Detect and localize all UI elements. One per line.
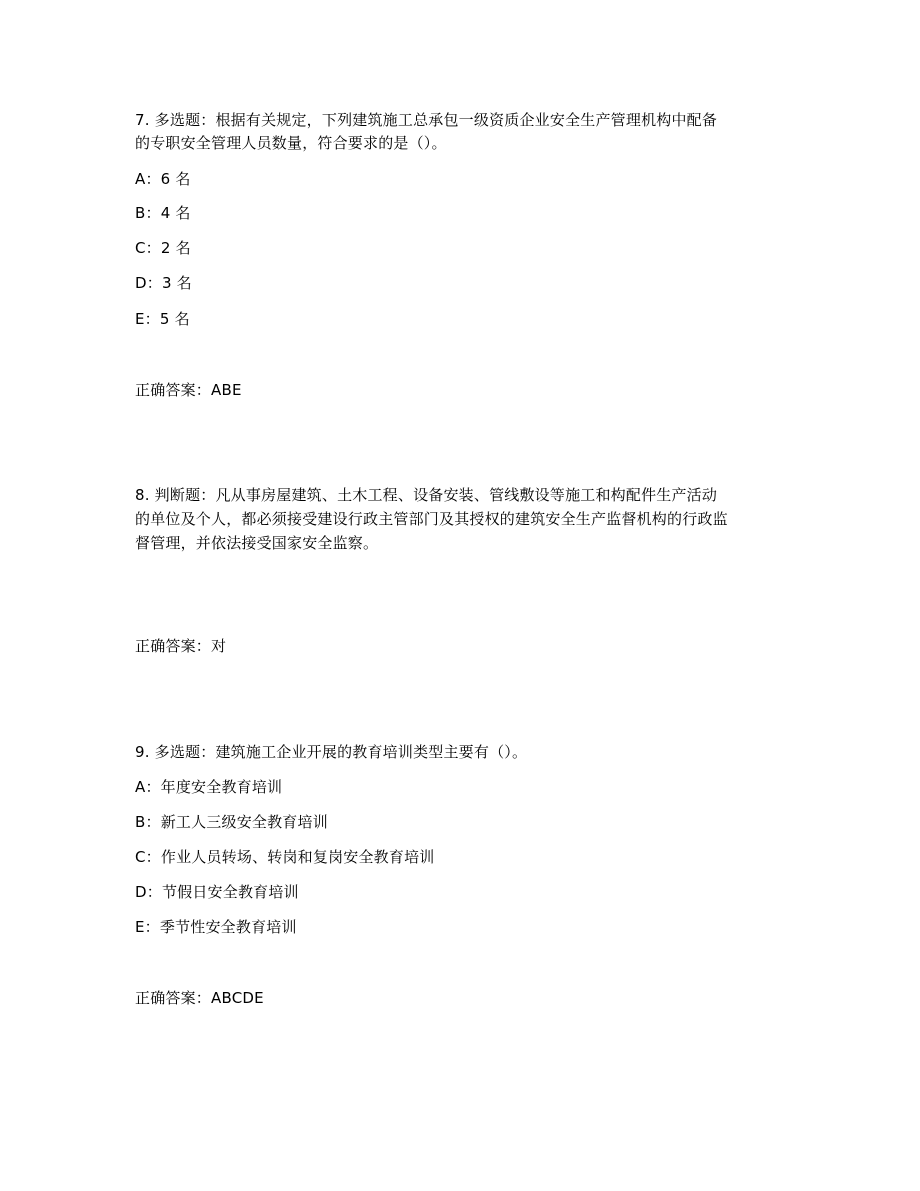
- question-8-stem-line-2: 的单位及个人，都必须接受建设行政主管部门及其授权的建筑安全生产监督机构的行政监: [135, 510, 728, 528]
- question-7-stem-line-1: 7. 多选题：根据有关规定，下列建筑施工总承包一级资质企业安全生产管理机构中配备: [135, 111, 718, 129]
- question-8-answer: 正确答案：对: [135, 637, 227, 655]
- question-9-option-e: E：季节性安全教育培训: [135, 918, 297, 936]
- question-7-answer: 正确答案：ABE: [135, 381, 242, 399]
- question-9-option-a: A：年度安全教育培训: [135, 778, 283, 796]
- question-9-answer: 正确答案：ABCDE: [135, 989, 264, 1007]
- question-8-stem-line-1: 8. 判断题：凡从事房屋建筑、土木工程、设备安装、管线敷设等施工和构配件生产活动: [135, 486, 718, 504]
- question-8-stem-line-3: 督管理，并依法接受国家安全监察。: [135, 534, 379, 552]
- question-9-option-c: C：作业人员转场、转岗和复岗安全教育培训: [135, 848, 435, 866]
- question-7-option-c: C：2 名: [135, 239, 191, 257]
- question-9-stem-line-1: 9. 多选题：建筑施工企业开展的教育培训类型主要有（）。: [135, 743, 528, 761]
- question-9-option-b: B：新工人三级安全教育培训: [135, 813, 328, 831]
- question-7-stem-line-2: 的专职安全管理人员数量，符合要求的是（）。: [135, 134, 447, 152]
- question-7-option-a: A：6 名: [135, 170, 191, 188]
- question-7-option-e: E：5 名: [135, 310, 190, 328]
- question-7-option-b: B：4 名: [135, 204, 191, 222]
- question-9-option-d: D：节假日安全教育培训: [135, 883, 299, 901]
- question-7-option-d: D：3 名: [135, 274, 192, 292]
